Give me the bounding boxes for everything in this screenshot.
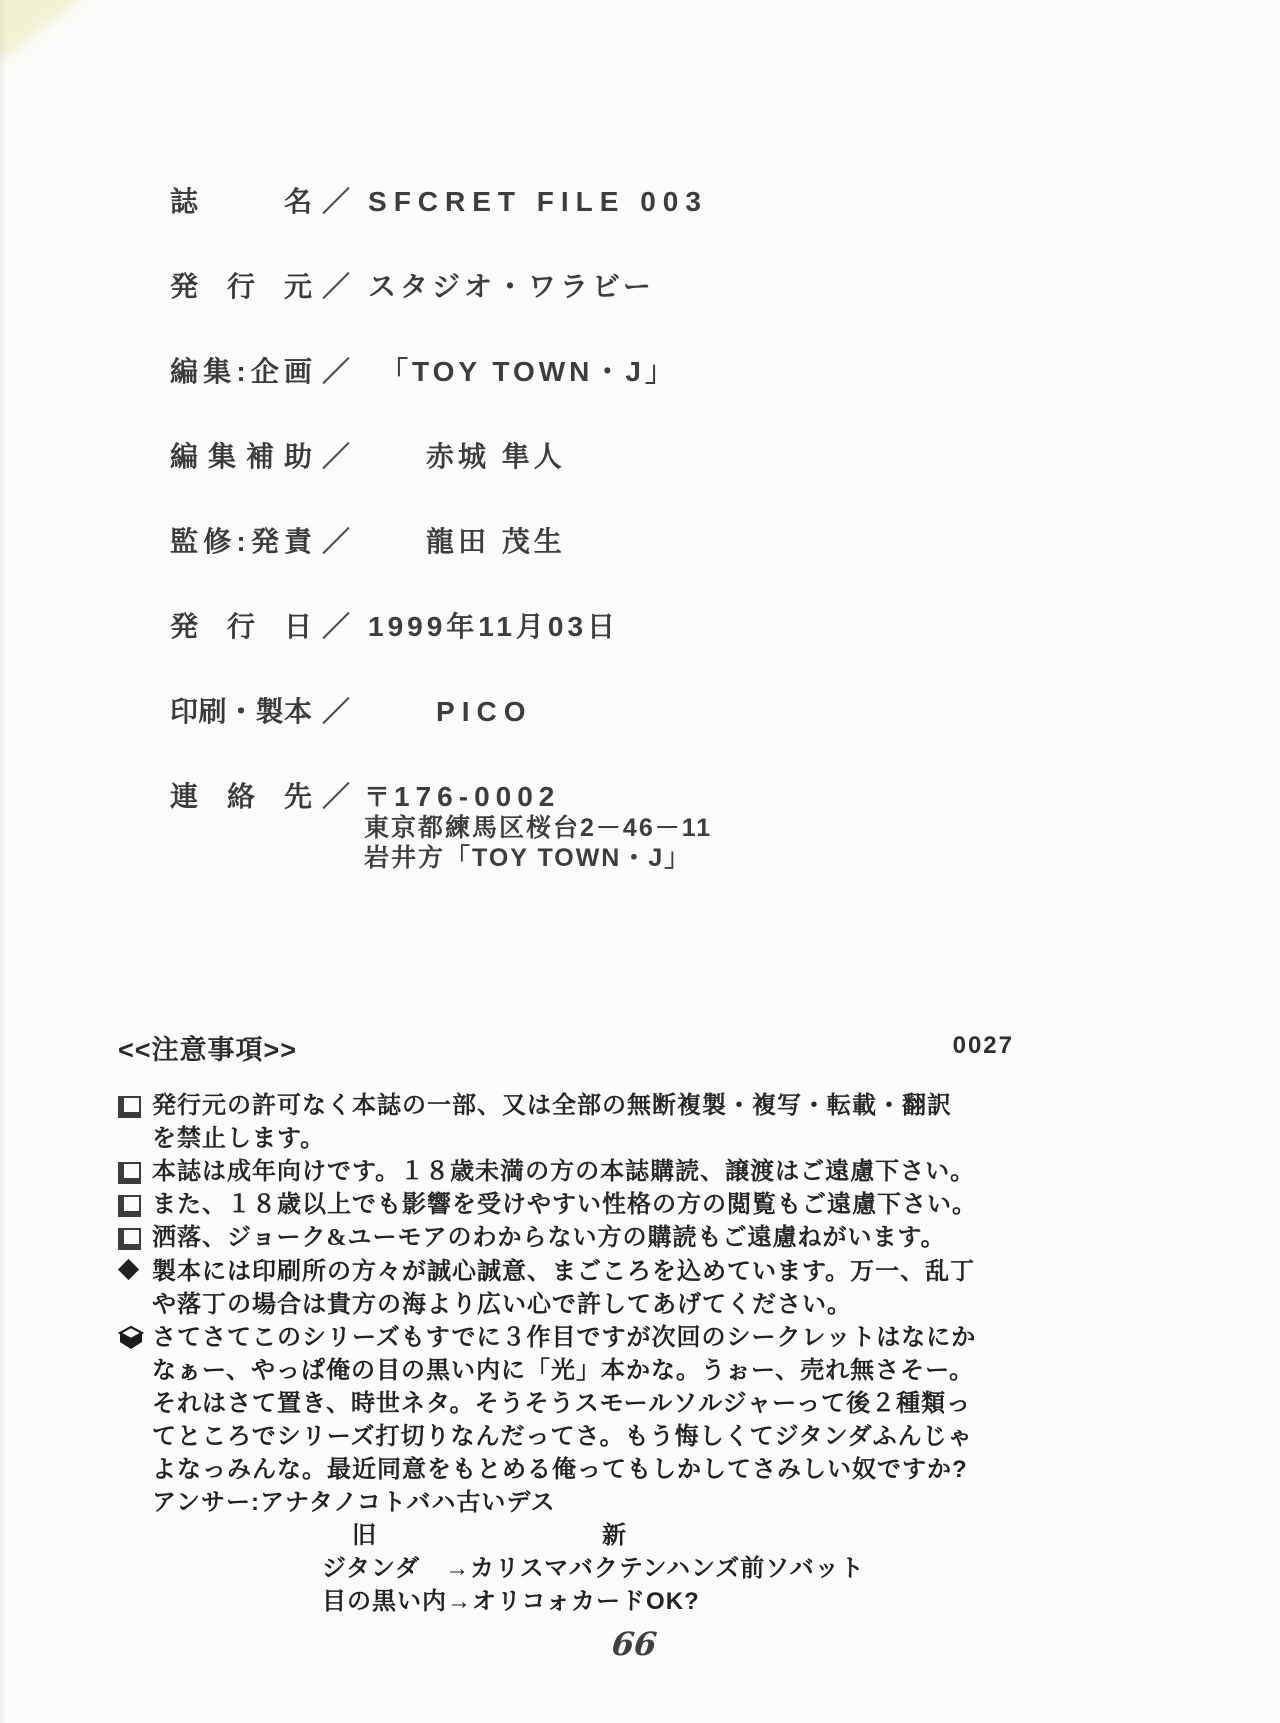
notice-line: や落丁の場合は貴方の海より広い心で許してあげてください。 — [152, 1291, 852, 1318]
old-column-label: 旧 — [352, 1522, 377, 1549]
row-label: 編集:企画 — [170, 356, 312, 387]
notice-line: てところでシリーズ打切りなんだってさ。もう悔しくてジタンダふんじゃ — [152, 1423, 973, 1450]
row-label: 監修:発責 — [170, 526, 312, 557]
row-value: 「TOY TOWN・J」 — [380, 356, 677, 387]
notice-line: 本誌は成年向けです。１８歳未満の方の本誌購読、譲渡はご遠慮下さい。 — [152, 1159, 976, 1185]
row-label: 連絡先 — [170, 781, 312, 812]
colophon-row-assistant — [170, 441, 712, 472]
slash-separator: ／ — [322, 781, 351, 812]
checkbox-icon — [118, 1156, 152, 1184]
colophon-row-title — [170, 186, 712, 217]
notice-text — [152, 1222, 1030, 1255]
slash-separator: ／ — [322, 356, 351, 387]
contact-address — [364, 781, 712, 873]
row-label: 発行日 — [170, 611, 312, 642]
notice-line: アンサー:アナタノコトバハ古いデス — [152, 1489, 556, 1516]
row-label: 発行元 — [170, 271, 312, 302]
row-value: 龍田 茂生 — [426, 526, 566, 557]
cube-icon — [118, 1321, 152, 1351]
row-value: 1999年11月03日 — [368, 611, 620, 642]
slash-separator: ／ — [322, 186, 351, 217]
colophon-block — [170, 186, 713, 872]
notice-line: また、１８歳以上でも影響を受けやすい性格の方の閲覧もご遠慮下さい。 — [152, 1192, 977, 1218]
slash-separator: ／ — [322, 696, 351, 727]
row-label: 編集補助 — [170, 441, 312, 472]
checkbox-icon — [118, 1222, 152, 1250]
notice-line: 製本には印刷所の方々が誠心誠意、まごころを込めています。万一、乱丁 — [152, 1258, 976, 1285]
slash-separator: ／ — [322, 526, 351, 557]
postal-code: 176-0002 — [394, 781, 561, 812]
slash-separator: ／ — [322, 441, 351, 472]
notice-item — [118, 1156, 1030, 1189]
row-label: 誌名 — [170, 186, 312, 217]
notices-block — [118, 1028, 1030, 1618]
diamond-icon — [118, 1255, 152, 1277]
scan-corner-tint — [0, 0, 87, 62]
notices-title: <<注意事項>> — [118, 1035, 298, 1065]
serial-number: 0027 — [952, 1032, 1014, 1059]
notice-item — [118, 1090, 1030, 1156]
notice-line: それはさて置き、時世ネタ。そうそうスモールソルジャーって後２種類っ — [152, 1390, 972, 1417]
notice-item — [118, 1189, 1030, 1222]
notices-header-row — [118, 1028, 1030, 1067]
colophon-row-supervisor — [170, 526, 712, 557]
old-new-row: 目の黒い内→オリコォカードOK? — [322, 1588, 700, 1615]
colophon-row-contact — [170, 781, 713, 872]
postal-code-line — [364, 781, 712, 813]
checkbox-icon — [118, 1189, 152, 1217]
notice-text — [152, 1189, 1030, 1222]
address-line: 東京都練馬区桜台2－46－11 — [364, 814, 713, 842]
notice-line: さてさてこのシリーズもすでに３作目ですが次回のシークレットはなにか — [152, 1324, 977, 1351]
scan-edge-shade — [0, 0, 6, 1723]
notice-line: 洒落、ジョーク&ユーモアのわからない方の購読もご遠慮ねがいます。 — [152, 1225, 946, 1251]
notice-item — [118, 1321, 1030, 1618]
old-new-row: ジタンダ →カリスマバクテンハンズ前ソバット — [322, 1555, 865, 1582]
notice-item — [118, 1222, 1030, 1255]
notices-list — [118, 1090, 1030, 1618]
page-number: 66 — [610, 1625, 659, 1663]
row-value: 赤城 隼人 — [426, 441, 566, 472]
notice-line: なぁー、やっぱ俺の目の黒い内に「光」本かな。うぉー、売れ無さそー。 — [152, 1357, 975, 1384]
old-new-header — [152, 1519, 1030, 1552]
slash-separator: ／ — [322, 271, 351, 302]
colophon-row-date — [170, 611, 712, 642]
row-value: スタジオ・ワラビー — [368, 271, 655, 302]
notice-text — [152, 1321, 1030, 1618]
row-value: SFCRET FILE 003 — [368, 186, 708, 217]
new-column-label: 新 — [602, 1522, 627, 1549]
row-label: 印刷・製本 — [170, 696, 312, 727]
address-line: 岩井方「TOY TOWN・J」 — [364, 844, 692, 872]
notice-line: 発行元の許可なく本誌の一部、又は全部の無断複製・複写・転載・翻訳 — [152, 1093, 952, 1119]
notice-line: よなっみんな。最近同意をもとめる俺ってもしかしてさみしい奴ですか? — [152, 1456, 968, 1483]
colophon-row-printer — [170, 696, 712, 727]
notice-text — [152, 1156, 1030, 1189]
notice-item — [118, 1255, 1030, 1321]
checkbox-icon — [118, 1090, 152, 1118]
notice-line: を禁止します。 — [152, 1126, 326, 1152]
slash-separator: ／ — [322, 611, 351, 642]
colophon-row-editing — [170, 356, 712, 387]
notice-text — [152, 1090, 1030, 1156]
row-value: PICO — [436, 696, 533, 727]
postal-mark-icon: 〒 — [364, 782, 391, 812]
colophon-row-publisher — [170, 271, 712, 302]
notice-text — [152, 1255, 1030, 1321]
